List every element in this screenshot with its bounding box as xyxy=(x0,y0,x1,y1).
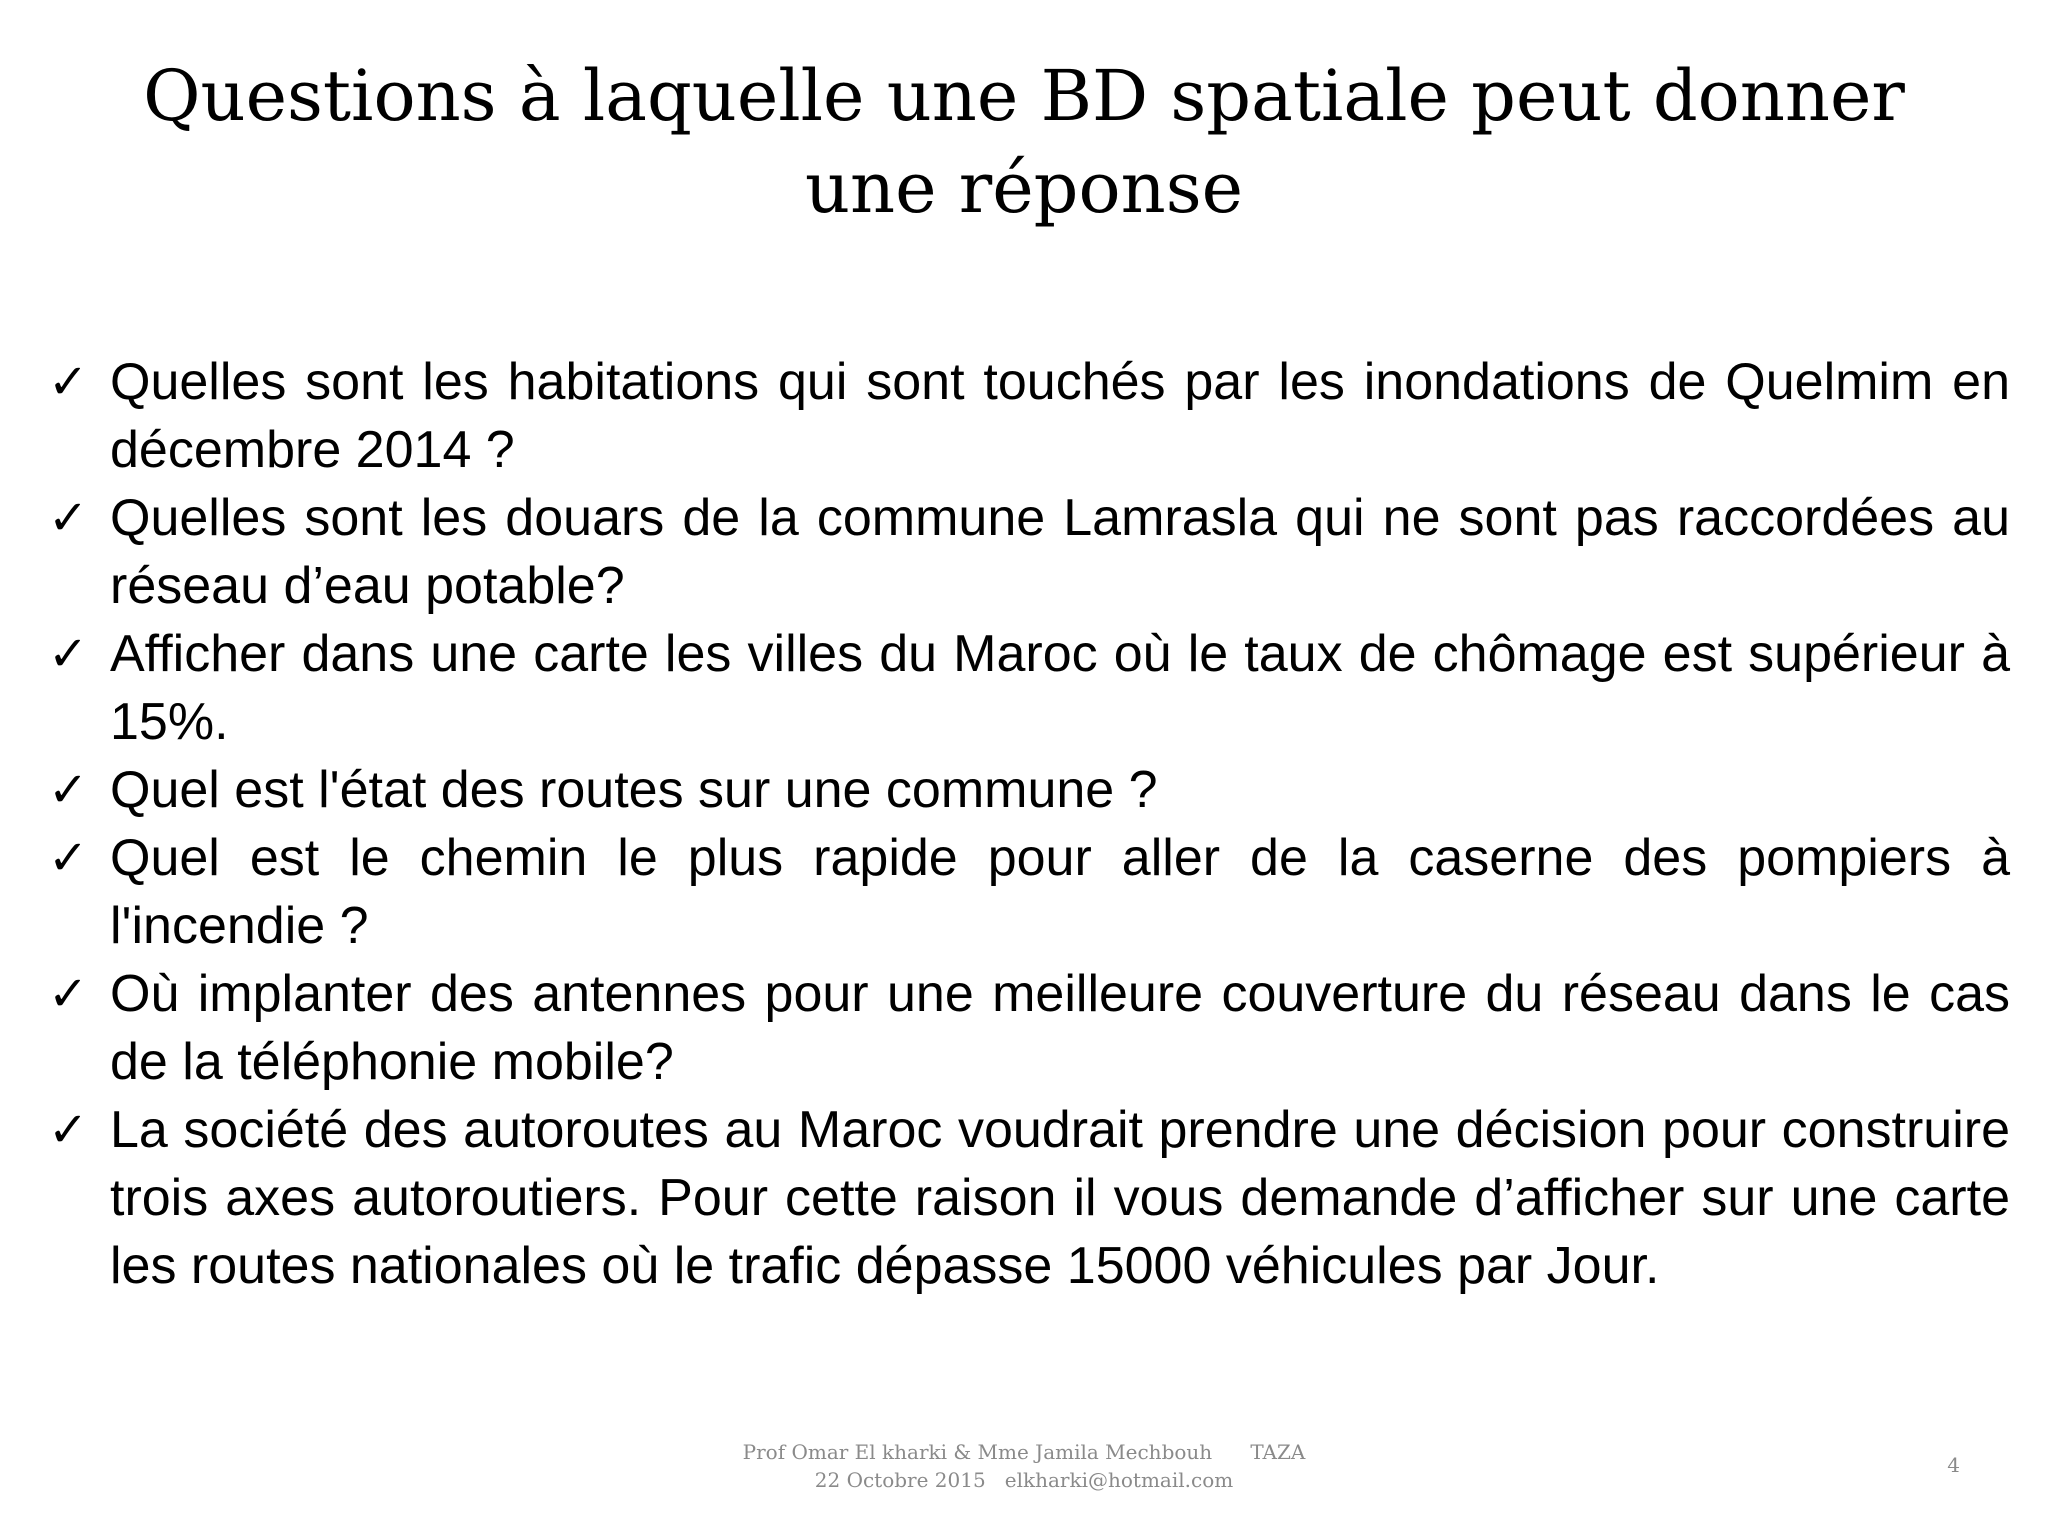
bullet-text: Où implanter des antennes pour une meilleure couverture du réseau dans le cas de la téléphonie mobile? xyxy=(110,965,2010,1091)
list-item xyxy=(48,824,2010,960)
bullet-list xyxy=(48,348,2010,1300)
bullet-text: Quelles sont les habitations qui sont touchés par les inondations de Quelmim en décembre 2014 ? xyxy=(110,353,2010,479)
list-item xyxy=(48,348,2010,484)
bullet-text: Quel est l'état des routes sur une commune ? xyxy=(110,761,1158,819)
check-mark-icon: ✓ xyxy=(48,830,89,886)
bullet-text: Quel est le chemin le plus rapide pour aller de la caserne des pompiers à l'incendie ? xyxy=(110,829,2010,955)
bullet-text: La société des autoroutes au Maroc voudrait prendre une décision pour construire trois axes autoroutiers. Pour cette raison il vous demande d’afficher sur une carte les routes nationales où le trafic dépasse 15000 véhicules par Jour. xyxy=(110,1101,2010,1295)
list-item xyxy=(48,960,2010,1096)
list-item xyxy=(48,620,2010,756)
check-mark-icon: ✓ xyxy=(48,490,89,546)
check-mark-icon: ✓ xyxy=(48,1102,89,1158)
check-mark-icon: ✓ xyxy=(48,762,89,818)
page-number: 4 xyxy=(1947,1453,1960,1477)
bullet-text: Afficher dans une carte les villes du Maroc où le taux de chômage est supérieur à 15%. xyxy=(110,625,2010,751)
footer-date-email: 22 Octobre 2015 elkharki@hotmail.com xyxy=(814,1468,1234,1492)
list-item xyxy=(48,756,2010,824)
check-mark-icon: ✓ xyxy=(48,626,89,682)
list-item xyxy=(48,484,2010,620)
bullet-text: Quelles sont les douars de la commune Lamrasla qui ne sont pas raccordées au réseau d’eau potable? xyxy=(110,489,2010,615)
slide-title: Questions à laquelle une BD spatiale peut donner une réponse xyxy=(143,55,1905,229)
check-mark-icon: ✓ xyxy=(48,354,89,410)
list-item xyxy=(48,1096,2010,1300)
slide-footer xyxy=(624,1438,1424,1494)
footer-authors: Prof Omar El kharki & Mme Jamila Mechbouh TAZA xyxy=(742,1440,1306,1464)
check-mark-icon: ✓ xyxy=(48,966,89,1022)
